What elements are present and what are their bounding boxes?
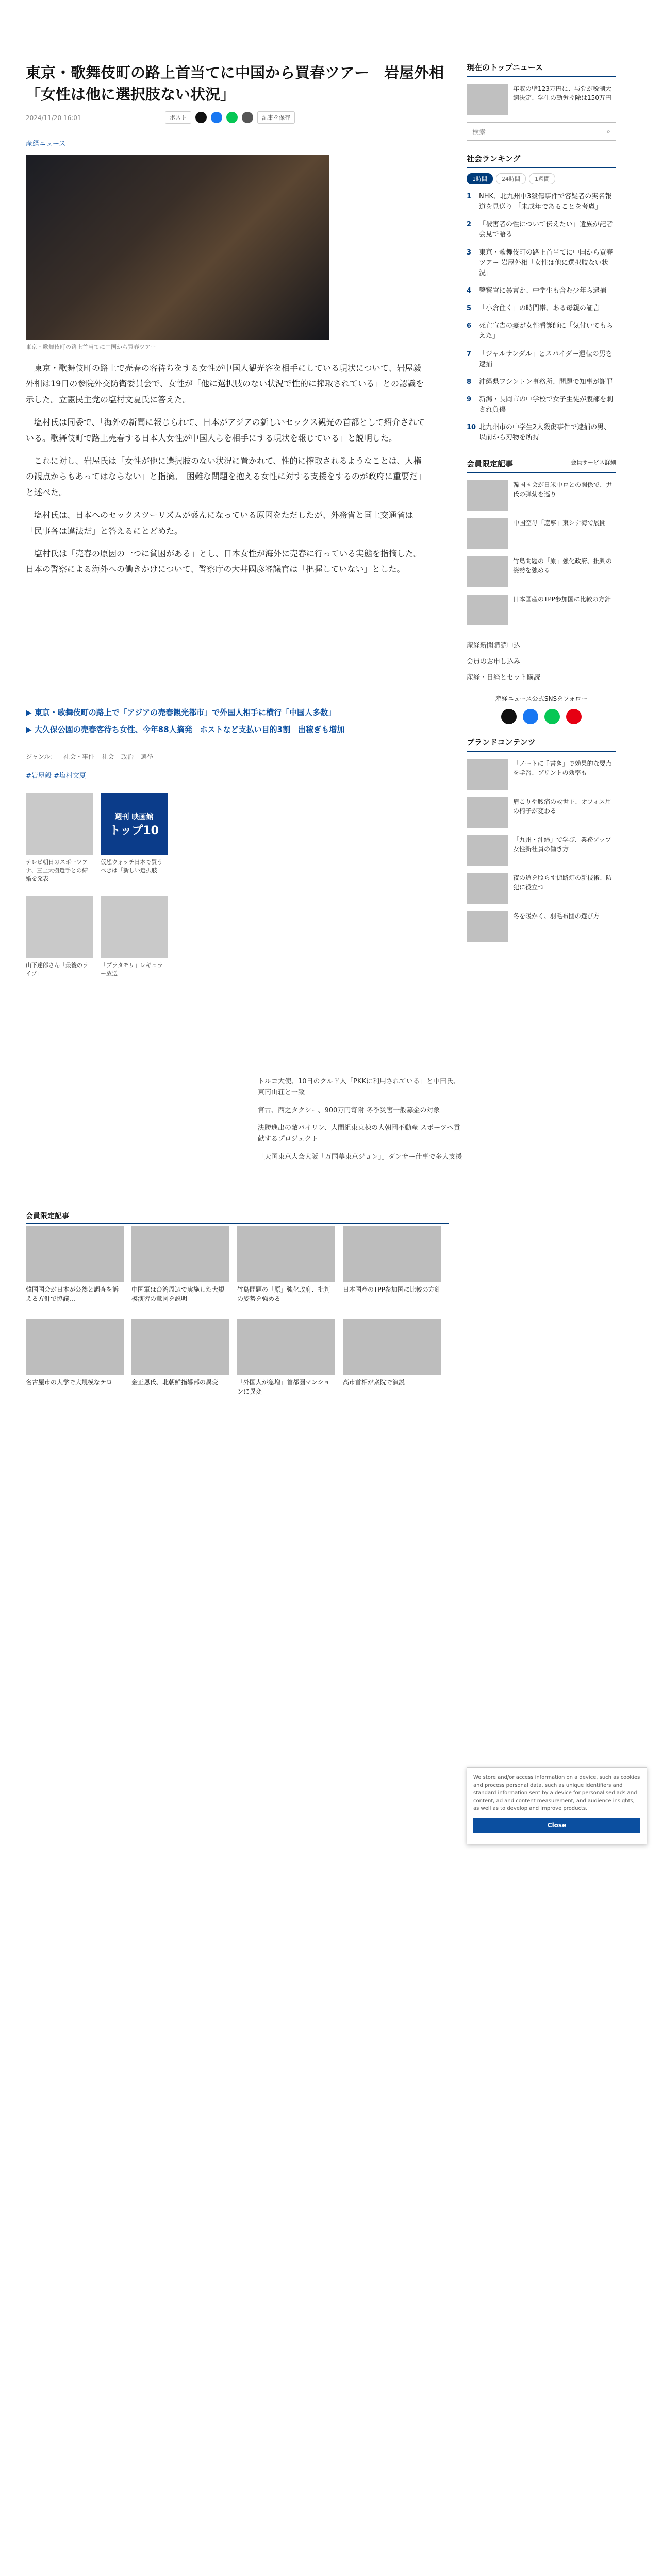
hero-caption: 東京・歌舞伎町の路上首当てに中国から買春ツアー [26,344,156,350]
member-card[interactable]: 日本国産のTPP参加国に比較の方針 [343,1226,441,1294]
facebook-icon[interactable] [523,709,538,724]
today-card[interactable]: 年収の壁123万円に、与党が税制大綱決定、学生の勤労控除は150万円 [467,84,616,115]
ranking-tabs [467,173,616,184]
related-link[interactable]: ▶ 東京・歌舞伎町の路上で「アジアの売春観光都市」で外国人相手に横行「中国人多数」 [26,708,336,717]
promo-photo [26,896,93,958]
save-article-button[interactable]: 記事を保存 [257,111,295,124]
sidebar [467,62,616,942]
promo-card[interactable]: 「プラタモリ」レギュラー放送 [101,896,168,978]
member-card[interactable]: 韓国国会が日本が公然と調査を訴える方針で協議… [26,1226,124,1303]
sidebar-link[interactable]: 産経・日経とセット購読 [467,673,541,682]
brand-card[interactable]: 「九州・沖縄」で学び、業務アップ 女性新社員の働き方 [467,835,616,866]
line-icon[interactable] [544,709,560,724]
member-card[interactable]: 金正恩氏、北朝鮮指導部の異変 [131,1319,229,1387]
promo-card[interactable]: テレビ朝日のスポーツアナ、三上大樹選手との結婚を発表 [26,793,93,883]
hero-photo [26,155,329,340]
genre-tag[interactable]: 選挙 [140,753,153,760]
sidebar-link[interactable]: 会員のお申し込み [467,657,521,666]
ranking-item[interactable]: 4 警察官に暴言か、中学生も含む少年ら逮捕 [467,286,607,295]
related-links [26,701,428,738]
promo-card[interactable]: 山下達郎さん「最後のライブ」 [26,896,93,978]
ranking-item[interactable]: 2 「被害者の性について伝えたい」遺族が記者会見で語る [467,221,613,239]
body-paragraph: 東京・歌舞伎町の路上で売春の客待ちをする女性が中国人観光客を相手にしている現状について、岩屋毅外相は19日の参院外交防衛委員会で、女性が「他に選択肢のない状況で性的に搾取されている」との認識を示した。立憲民主党の塩村文夏氏に答えた。 [26,363,424,404]
article-headline: 東京・歌舞伎町の路上首当てに中国から買春ツアー 岩屋外相「女性は他に選択肢ない状況」 [26,64,444,104]
ranking-title: 社会ランキング [467,153,616,168]
brand-card[interactable]: 肩こりや腰痛の救世主、オフィス用の椅子が変わる [467,797,616,828]
sidebar-member-card[interactable]: 竹島問題の「原」強化政府、批判の姿勢を強める [467,556,616,587]
cookie-text: We store and/or access information on a device, such as cookies and process personal data, such as unique identifiers and standard information sent by a device for personalised ads and content, ad and content measurement, and audience insights, as well as to develop and improve products. [473,1775,640,1811]
sidebar-link[interactable]: 産経新聞購読申込 [467,641,521,650]
body-paragraph: 塩村氏は同委で、「海外の新聞に報じられて、日本がアジアの新しいセックス観光の首都として紹介されている。歌舞伎町で路上売春する日本人女性が中国人らを相手にする現状を報じている」と説明した。 [26,417,425,443]
ranking-list [467,192,616,444]
share-bar [165,111,295,124]
brand-title: ブランドコンテンツ [467,737,616,752]
facebook-share-icon[interactable] [211,112,222,123]
ranking-item[interactable]: 6 死亡宣告の妻が女性看護師に「気付いてもらえた」 [467,322,614,341]
sns-row [467,709,616,724]
member-card[interactable]: 竹島問題の「原」強化政府、批判の姿勢を強める [237,1226,335,1303]
today-title: 現在のトップニュース [467,62,616,77]
promo-photo [26,793,93,855]
genre-label: ジャンル： [26,753,57,760]
member-card[interactable]: 中国軍は台湾周辺で実施した大規模演習の意図を説明 [131,1226,229,1303]
search-input[interactable]: 検索 ⌕ [467,122,616,141]
tab-1w[interactable]: 1週間 [529,173,555,184]
ad-list [258,1077,464,1170]
ad-item[interactable]: 決勝進出の敵バイリン、大間組東東棟の大朝団不動産 スポーツへ貢献するプロジェクト [258,1124,460,1143]
ad-item[interactable]: トルコ大使、10日のクルド人「PKKに利用されている」と中田氏、東南山荘と一致 [258,1078,460,1096]
keyword-tags[interactable]: #岩屋毅 #塩村文夏 [26,772,86,780]
member-grid [26,1211,449,1395]
ranking-item[interactable]: 1 NHK、北九州中3殺傷事件で容疑者の実名報道を見送り 「未成年であることを考慮」 [467,193,612,211]
promo-card[interactable]: 週刊 映画館 トップ10 仮想ウォッチ日本で買うべきは「新しい選択肢」 [101,793,168,875]
post-button[interactable]: ポスト [165,111,191,124]
member-section-title: 会員限定記事 [26,1211,449,1224]
search-icon[interactable]: ⌕ [606,127,610,135]
genre-tags [26,752,158,761]
mail-share-icon[interactable] [242,112,253,123]
promo-photo [101,896,168,958]
line-share-icon[interactable] [226,112,238,123]
ad-item[interactable]: 宮古、西之タクシー、900万円寄附 冬季災害一般募金の対象 [258,1106,440,1114]
member-card[interactable]: 高市首相が衆院で演説 [343,1319,441,1387]
member-card[interactable]: 「外国人が急増」首都圏マンションに異変 [237,1319,335,1396]
sns-title: 産経ニュース公式SNSをフォロー [495,695,588,703]
tab-24h[interactable]: 24時間 [496,173,526,184]
ranking-item[interactable]: 3 東京・歌舞伎町の路上首当てに中国から買春ツアー 岩屋外相「女性は他に選択肢ない状況」 [467,248,614,277]
sidebar-member-card[interactable]: 韓国国会が日米中ロとの関係で、尹氏の弾劾を巡り [467,480,616,511]
sidebar-member-card[interactable]: 日本国産のTPP参加国に比較の方針 [467,595,616,625]
member-more-link[interactable]: 会員サービス詳細 [571,459,616,466]
ranking-item[interactable]: 10 北九州市の中学生2人殺傷事件で逮捕の男、以前から刃物を所持 [467,423,611,442]
promo-badge: 週刊 映画館 トップ10 [101,793,168,855]
ranking-item[interactable]: 5 「小倉住く」の時間帯、ある母親の証言 [467,304,600,313]
article-date: 2024/11/20 16:01 [26,114,81,122]
ranking-item[interactable]: 7 「ジャルサンダル」とスパイダー運転の男を逮捕 [467,350,613,368]
ranking-item[interactable]: 9 新潟・長岡市の中学校で女子生徒が腹部を刺され負傷 [467,395,614,414]
brand-card[interactable]: 冬を暖かく、羽毛布団の選び方 [467,911,616,942]
genre-tag[interactable]: 社会・事件 [63,753,95,760]
ad-item[interactable]: 「天国東京大会大阪「万国幕東京ジョン」」ダンサー仕事で多大支援 [258,1153,462,1161]
article-tags[interactable]: 産経ニュース [26,140,66,148]
related-link[interactable]: ▶ 大久保公園の売春客待ち女性、今年88人摘発 ホストなど支払い目的3割 出稼ぎも増加 [26,725,345,734]
body-paragraph: これに対し、岩屋氏は「女性が他に選択肢のない状況に置かれて、性的に搾取されるようなことは、人権の観点からもあってはならない」と指摘。「困難な問題を抱える女性に対する支援をするのが政府に重要だ」と述べた。 [26,455,426,497]
article-body [26,361,428,585]
cookie-dialog [467,1767,647,1844]
article-main [26,62,462,1395]
sidebar-links [467,638,616,686]
x-share-icon[interactable] [195,112,207,123]
brand-card[interactable]: 「ノートに手書き」で効果的な要点を学習、プリントの効率も [467,759,616,790]
cookie-close-button[interactable]: Close [473,1818,640,1833]
x-icon[interactable] [501,709,517,724]
youtube-icon[interactable] [566,709,582,724]
genre-tag[interactable]: 政治 [121,753,134,760]
brand-card[interactable]: 夜の道を照らす街路灯の新技術、防犯に役立つ [467,873,616,904]
genre-tag[interactable]: 社会 [102,753,114,760]
member-card[interactable]: 名古屋市の大学で大規模なテロ [26,1319,124,1387]
ranking-item[interactable]: 8 沖縄県ワシントン事務所、問題で知事が謝罪 [467,378,613,386]
tab-1h[interactable]: 1時間 [467,173,493,184]
sidebar-member-card[interactable]: 中国空母「遼寧」東シナ海で展開 [467,518,616,549]
sidebar-member-title: 会員限定記事 会員サービス詳細 [467,458,616,473]
body-paragraph: 塩村氏は「売春の原因の一つに貧困がある」とし、日本女性が海外に売春に行っている実態を指摘した。日本の警察による海外への働きかけについて、警察庁の大井國彦審議官は「把握していない」とした。 [26,548,422,574]
body-paragraph: 塩村氏は、日本へのセックスツーリズムが盛んになっている原因をただしたが、外務省と国土交通省は「民事各は違法だ」と答えるにとどめた。 [26,510,413,536]
